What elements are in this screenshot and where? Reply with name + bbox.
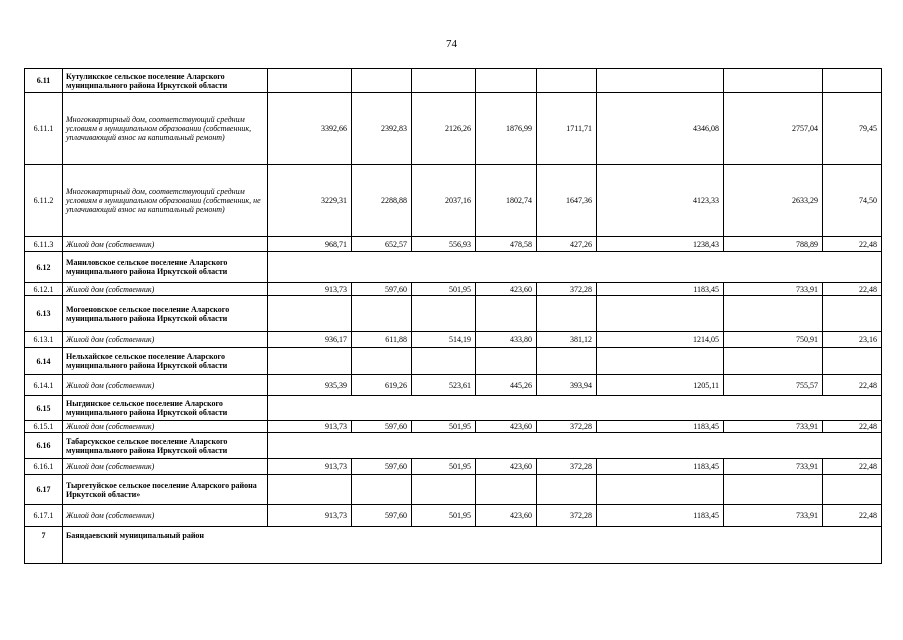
row-name: Нельхайское сельское поселение Аларского муниципального района Иркутской области bbox=[63, 348, 268, 375]
value-cell: 423,60 bbox=[476, 283, 537, 296]
table-row bbox=[25, 252, 882, 283]
row-name: Табарсукское сельское поселение Аларского муниципального района Иркутской области bbox=[63, 433, 268, 459]
empty-cell bbox=[724, 296, 823, 332]
row-name: Жилой дом (собственник) bbox=[63, 459, 268, 475]
empty-cell bbox=[823, 296, 882, 332]
table-row bbox=[25, 396, 882, 421]
value-cell: 22,48 bbox=[823, 421, 882, 433]
value-cell: 913,73 bbox=[268, 505, 352, 527]
value-cell: 23,16 bbox=[823, 332, 882, 348]
value-cell: 22,48 bbox=[823, 283, 882, 296]
row-name: Ныгдинское сельское поселение Аларского муниципального района Иркутской области bbox=[63, 396, 268, 421]
empty-cell bbox=[412, 296, 476, 332]
value-cell: 1205,11 bbox=[597, 375, 724, 396]
row-code: 6.13.1 bbox=[25, 332, 63, 348]
value-cell: 1183,45 bbox=[597, 421, 724, 433]
value-cell: 433,80 bbox=[476, 332, 537, 348]
row-code: 6.11.3 bbox=[25, 237, 63, 252]
value-cell: 372,28 bbox=[537, 459, 597, 475]
empty-cell bbox=[597, 296, 724, 332]
row-code: 6.17 bbox=[25, 475, 63, 505]
value-cell: 74,50 bbox=[823, 165, 882, 237]
value-cell: 2288,88 bbox=[352, 165, 412, 237]
value-cell: 597,60 bbox=[352, 505, 412, 527]
row-code: 6.11.2 bbox=[25, 165, 63, 237]
row-code: 6.13 bbox=[25, 296, 63, 332]
value-cell: 501,95 bbox=[412, 505, 476, 527]
row-name: Жилой дом (собственник) bbox=[63, 237, 268, 252]
value-cell: 3229,31 bbox=[268, 165, 352, 237]
empty-cell bbox=[268, 348, 352, 375]
empty-cell bbox=[597, 69, 724, 93]
row-name: Жилой дом (собственник) bbox=[63, 505, 268, 527]
value-cell: 501,95 bbox=[412, 421, 476, 433]
table-row bbox=[25, 421, 882, 433]
table-row bbox=[25, 296, 882, 332]
row-name: Жилой дом (собственник) bbox=[63, 375, 268, 396]
value-cell: 22,48 bbox=[823, 459, 882, 475]
empty-cell bbox=[823, 69, 882, 93]
value-cell: 913,73 bbox=[268, 421, 352, 433]
row-name: Многоквартирный дом, соответствующий средним условиям в муниципальном образовании (собственник, уплачивающий взнос на капитальный ремонт) bbox=[63, 93, 268, 165]
empty-cell bbox=[412, 475, 476, 505]
value-cell: 733,91 bbox=[724, 421, 823, 433]
table-row bbox=[25, 332, 882, 348]
value-cell: 501,95 bbox=[412, 459, 476, 475]
empty-cell bbox=[268, 396, 882, 421]
table-row bbox=[25, 527, 882, 564]
row-name: Баяндаевский муниципальный район bbox=[63, 527, 882, 564]
value-cell: 393,94 bbox=[537, 375, 597, 396]
page-number: 74 bbox=[446, 38, 457, 50]
value-cell: 556,93 bbox=[412, 237, 476, 252]
value-cell: 597,60 bbox=[352, 459, 412, 475]
value-cell: 733,91 bbox=[724, 283, 823, 296]
empty-cell bbox=[597, 348, 724, 375]
empty-cell bbox=[476, 69, 537, 93]
empty-cell bbox=[268, 252, 882, 283]
empty-cell bbox=[724, 348, 823, 375]
value-cell: 372,28 bbox=[537, 505, 597, 527]
row-name: Кутуликское сельское поселение Аларского муниципального района Иркутской области bbox=[63, 69, 268, 93]
empty-cell bbox=[268, 69, 352, 93]
value-cell: 22,48 bbox=[823, 237, 882, 252]
row-code: 6.14.1 bbox=[25, 375, 63, 396]
value-cell: 423,60 bbox=[476, 421, 537, 433]
value-cell: 423,60 bbox=[476, 505, 537, 527]
empty-cell bbox=[352, 296, 412, 332]
empty-cell bbox=[412, 69, 476, 93]
row-name: Многоквартирный дом, соответствующий средним условиям в муниципальном образовании (собственник, не уплачивающий взнос на капитальный ремонт) bbox=[63, 165, 268, 237]
value-cell: 913,73 bbox=[268, 283, 352, 296]
value-cell: 372,28 bbox=[537, 421, 597, 433]
value-cell: 4346,08 bbox=[597, 93, 724, 165]
empty-cell bbox=[352, 69, 412, 93]
value-cell: 1802,74 bbox=[476, 165, 537, 237]
empty-cell bbox=[476, 296, 537, 332]
empty-cell bbox=[476, 475, 537, 505]
value-cell: 652,57 bbox=[352, 237, 412, 252]
tariff-table bbox=[24, 68, 882, 564]
row-code: 6.16.1 bbox=[25, 459, 63, 475]
row-name: Тыргетуйское сельское поселение Аларского района Иркутской области» bbox=[63, 475, 268, 505]
value-cell: 1711,71 bbox=[537, 93, 597, 165]
row-code: 6.17.1 bbox=[25, 505, 63, 527]
value-cell: 423,60 bbox=[476, 459, 537, 475]
empty-cell bbox=[537, 348, 597, 375]
value-cell: 79,45 bbox=[823, 93, 882, 165]
table-row bbox=[25, 283, 882, 296]
empty-cell bbox=[352, 348, 412, 375]
value-cell: 935,39 bbox=[268, 375, 352, 396]
empty-cell bbox=[823, 348, 882, 375]
empty-cell bbox=[537, 296, 597, 332]
empty-cell bbox=[537, 475, 597, 505]
value-cell: 478,58 bbox=[476, 237, 537, 252]
empty-cell bbox=[724, 69, 823, 93]
value-cell: 514,19 bbox=[412, 332, 476, 348]
row-code: 6.12.1 bbox=[25, 283, 63, 296]
empty-cell bbox=[268, 433, 882, 459]
value-cell: 597,60 bbox=[352, 283, 412, 296]
value-cell: 968,71 bbox=[268, 237, 352, 252]
value-cell: 372,28 bbox=[537, 283, 597, 296]
table-row bbox=[25, 69, 882, 93]
value-cell: 611,88 bbox=[352, 332, 412, 348]
value-cell: 1183,45 bbox=[597, 505, 724, 527]
empty-cell bbox=[476, 348, 537, 375]
value-cell: 619,26 bbox=[352, 375, 412, 396]
value-cell: 427,26 bbox=[537, 237, 597, 252]
table-row bbox=[25, 348, 882, 375]
table-row bbox=[25, 93, 882, 165]
table-body bbox=[25, 69, 882, 564]
value-cell: 2037,16 bbox=[412, 165, 476, 237]
empty-cell bbox=[597, 475, 724, 505]
empty-cell bbox=[352, 475, 412, 505]
value-cell: 755,57 bbox=[724, 375, 823, 396]
value-cell: 22,48 bbox=[823, 375, 882, 396]
table-row bbox=[25, 433, 882, 459]
value-cell: 2392,83 bbox=[352, 93, 412, 165]
value-cell: 501,95 bbox=[412, 283, 476, 296]
row-code: 6.15 bbox=[25, 396, 63, 421]
row-code: 6.15.1 bbox=[25, 421, 63, 433]
value-cell: 1214,05 bbox=[597, 332, 724, 348]
value-cell: 936,17 bbox=[268, 332, 352, 348]
row-name: Могоеновское сельское поселение Аларского муниципального района Иркутской области bbox=[63, 296, 268, 332]
row-code: 7 bbox=[25, 527, 63, 564]
row-code: 6.14 bbox=[25, 348, 63, 375]
row-name: Жилой дом (собственник) bbox=[63, 421, 268, 433]
empty-cell bbox=[724, 475, 823, 505]
empty-cell bbox=[268, 296, 352, 332]
row-code: 6.11 bbox=[25, 69, 63, 93]
value-cell: 750,91 bbox=[724, 332, 823, 348]
value-cell: 1238,43 bbox=[597, 237, 724, 252]
value-cell: 1647,36 bbox=[537, 165, 597, 237]
empty-cell bbox=[537, 69, 597, 93]
value-cell: 4123,33 bbox=[597, 165, 724, 237]
table-row bbox=[25, 375, 882, 396]
value-cell: 445,26 bbox=[476, 375, 537, 396]
value-cell: 1876,99 bbox=[476, 93, 537, 165]
value-cell: 381,12 bbox=[537, 332, 597, 348]
empty-cell bbox=[268, 475, 352, 505]
value-cell: 733,91 bbox=[724, 459, 823, 475]
value-cell: 22,48 bbox=[823, 505, 882, 527]
value-cell: 2126,26 bbox=[412, 93, 476, 165]
value-cell: 3392,66 bbox=[268, 93, 352, 165]
row-name: Жилой дом (собственник) bbox=[63, 332, 268, 348]
value-cell: 913,73 bbox=[268, 459, 352, 475]
table-row bbox=[25, 165, 882, 237]
value-cell: 2633,29 bbox=[724, 165, 823, 237]
value-cell: 2757,04 bbox=[724, 93, 823, 165]
empty-cell bbox=[823, 475, 882, 505]
value-cell: 523,61 bbox=[412, 375, 476, 396]
value-cell: 1183,45 bbox=[597, 459, 724, 475]
value-cell: 1183,45 bbox=[597, 283, 724, 296]
value-cell: 597,60 bbox=[352, 421, 412, 433]
row-name: Маниловское сельское поселение Аларского муниципального района Иркутской области bbox=[63, 252, 268, 283]
table-row bbox=[25, 237, 882, 252]
row-code: 6.16 bbox=[25, 433, 63, 459]
table-row bbox=[25, 459, 882, 475]
table-row bbox=[25, 505, 882, 527]
table-row bbox=[25, 475, 882, 505]
empty-cell bbox=[412, 348, 476, 375]
row-name: Жилой дом (собственник) bbox=[63, 283, 268, 296]
value-cell: 788,89 bbox=[724, 237, 823, 252]
row-code: 6.11.1 bbox=[25, 93, 63, 165]
value-cell: 733,91 bbox=[724, 505, 823, 527]
row-code: 6.12 bbox=[25, 252, 63, 283]
